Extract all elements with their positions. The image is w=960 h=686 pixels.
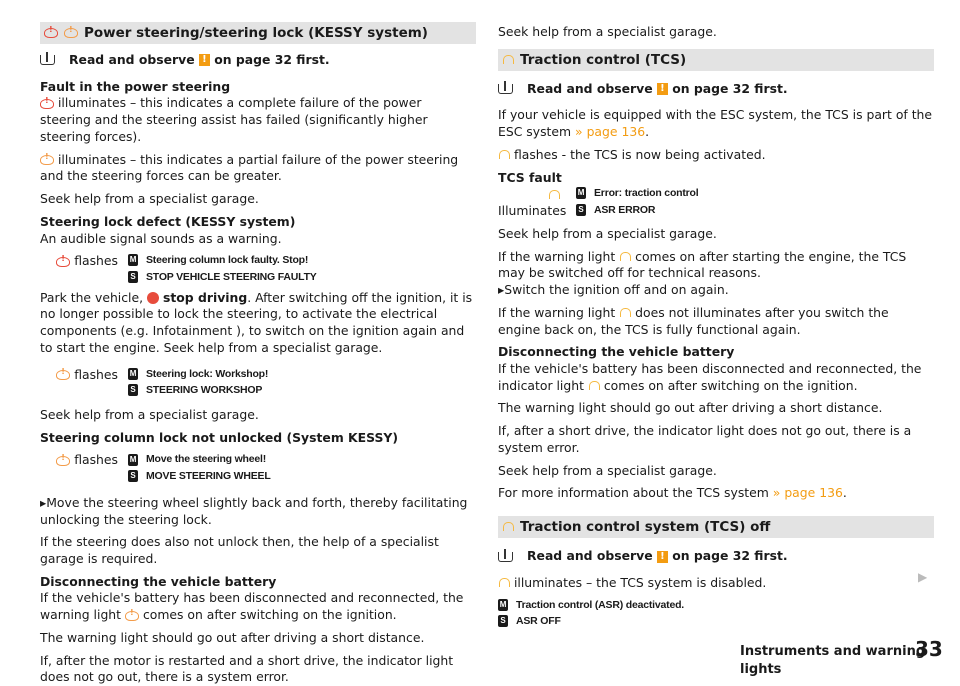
power-steering-yellow-icon: [56, 370, 70, 380]
tcs-off-icon: [502, 521, 514, 533]
after-restart: If, after the motor is restarted and a short drive, the indicator light does not go out, there is a system error.: [40, 652, 454, 685]
book-icon: [40, 55, 55, 65]
seek-help-2: Seek help from a specialist garage.: [40, 406, 259, 422]
stop-icon: [147, 292, 159, 304]
warning-triangle-icon: !: [657, 83, 668, 95]
page-link[interactable]: » page 136: [772, 485, 843, 501]
if-not-unlock: If the steering does also not unlock then, the help of a specialist garage is required.: [40, 534, 439, 566]
switch-instruction: ▸ Switch the ignition off and on again.: [498, 282, 934, 299]
continue-arrow-icon: ▶: [918, 570, 928, 584]
book-icon: [498, 84, 513, 94]
section-heading-tcs: Traction control (TCS): [498, 49, 934, 71]
park-paragraph: Park the vehicle, stop driving. After switching off the ignition, it is no longer possible to lock the steering, to activate the electrical components (e.g. Infotainment ), to switch on the ignition again and to start the engine. Seek help from a specialist garage.: [40, 289, 473, 355]
fault-paragraph-1: ! illuminates – this indicates a complete failure of the power steering and the steering assist has failed (significantly higher steering forces).: [40, 95, 476, 145]
footer-section: Instruments and warning lights: [740, 644, 926, 677]
seek-help-2: Seek help from a specialist garage.: [498, 462, 717, 478]
tcs-icon: [502, 54, 514, 66]
warning-triangle-icon: !: [199, 54, 210, 66]
display-s-icon: S: [576, 204, 586, 216]
power-steering-red-icon: [56, 257, 70, 267]
disconnect-paragraph: If the vehicle's battery has been disconnected and reconnected, the warning light ! comes on after switching on the ignition.: [40, 590, 476, 623]
tcs-off-icon: [498, 577, 510, 589]
display-s-icon: S: [498, 615, 508, 627]
warning-triangle-icon: !: [657, 551, 668, 563]
should-go-out: The warning light should go out after driving a short distance.: [40, 629, 425, 645]
display-m-icon: M: [499, 599, 507, 609]
seek-help-top: Seek help from a specialist garage.: [498, 24, 717, 39]
display-s-icon: S: [128, 470, 138, 482]
not-unlocked-title: Steering column lock not unlocked (System KESSY): [40, 429, 399, 445]
more-info: For more information about the TCS system » page 136.: [498, 485, 847, 501]
display-m-icon: M: [129, 255, 137, 265]
power-steering-yellow-icon: [125, 611, 139, 621]
off-illuminates: illuminates – the TCS system is disabled.: [498, 575, 934, 592]
read-observe-note: Read and observe ! on page 32 first.: [498, 81, 934, 98]
message-row-2: ! flashes M Steering lock: Workshop! S STEERING WORKSHOP: [40, 367, 476, 397]
section-title: Power steering/steering lock (KESSY system): [84, 24, 428, 41]
tcs-icon: [619, 307, 631, 319]
page-number: 33: [915, 637, 943, 661]
message-row-3: ! flashes M Move the steering wheel! S MOVE STEERING WHEEL: [40, 452, 476, 482]
display-s-icon: S: [128, 384, 138, 396]
section-heading-tcs-off: Traction control system (TCS) off: [498, 516, 934, 538]
tcs-icon: [619, 251, 631, 263]
display-m-icon: M: [129, 454, 137, 464]
power-steering-yellow-icon: [40, 155, 54, 165]
display-m-icon: M: [577, 188, 585, 198]
disconnect-title: Disconnecting the vehicle battery: [40, 573, 277, 589]
power-steering-yellow-icon: [56, 456, 70, 466]
move-wheel-instruction: ▸ Move the steering wheel slightly back and forth, thereby facilitating unlocking the steering lock.: [40, 495, 476, 528]
display-s-icon: S: [128, 271, 138, 283]
tcs-icon: [548, 189, 560, 201]
disconnect-paragraph: If the vehicle's battery has been disconnected and reconnected, the indicator light comes on after switching on the ignition.: [498, 361, 922, 393]
display-m-icon: M: [129, 368, 137, 378]
lock-title: Steering lock defect (KESSY system): [40, 213, 296, 229]
page-link[interactable]: » page 136: [575, 124, 646, 140]
fault-title: Fault in the power steering: [40, 78, 231, 94]
power-steering-yellow-warning-icon: [64, 28, 78, 38]
left-column: [40, 0, 476, 686]
power-steering-red-warning-icon: [44, 28, 58, 38]
if-warn-2: If the warning light does not illuminates after you switch the engine back on, the TCS is fully functional again.: [498, 304, 889, 337]
lock-paragraph: An audible signal sounds as a warning.: [40, 230, 282, 246]
message-row-tcs-off: M Traction control (ASR) deactivated. S ASR OFF: [499, 598, 685, 627]
message-row-1: ! flashes M Steering column lock faulty. Stop! S STOP VEHICLE STEERING FAULTY: [40, 253, 476, 283]
book-icon: [498, 552, 513, 562]
power-steering-red-icon: [40, 99, 54, 109]
if-short-drive: If, after a short drive, the indicator light does not go out, there is a system error.: [498, 423, 912, 455]
flashes-paragraph: flashes - the TCS is now being activated.: [498, 147, 934, 164]
message-row-tcs: Illuminates M Error: traction control S ASR ERROR: [498, 187, 699, 219]
read-observe-note-2: Read and observe ! on page 32 first.: [498, 548, 934, 565]
tcs-icon: [498, 149, 510, 161]
read-observe-note: Read and observe ! on page 32 first.: [40, 52, 476, 69]
tcs-icon: [588, 380, 600, 392]
right-column: [498, 0, 934, 628]
should-go-out: The warning light should go out after driving a short distance.: [498, 400, 883, 416]
seek-help-1: Seek help from a specialist garage.: [498, 225, 717, 241]
seek-help-1: Seek help from a specialist garage.: [40, 191, 259, 207]
if-warn-1: If the warning light comes on after starting the engine, the TCS may be switched off for technical reasons.: [498, 248, 907, 281]
disconnect-title: Disconnecting the vehicle battery: [498, 344, 735, 360]
esc-paragraph: If your vehicle is equipped with the ESC system, the TCS is part of the ESC system » page 136.: [498, 107, 933, 140]
fault-paragraph-2: ! illuminates – this indicates a partial failure of the power steering and the steering forces can be greater.: [40, 152, 476, 185]
tcs-fault-title: TCS fault: [498, 169, 562, 185]
section-heading-power-steering: [40, 22, 476, 44]
